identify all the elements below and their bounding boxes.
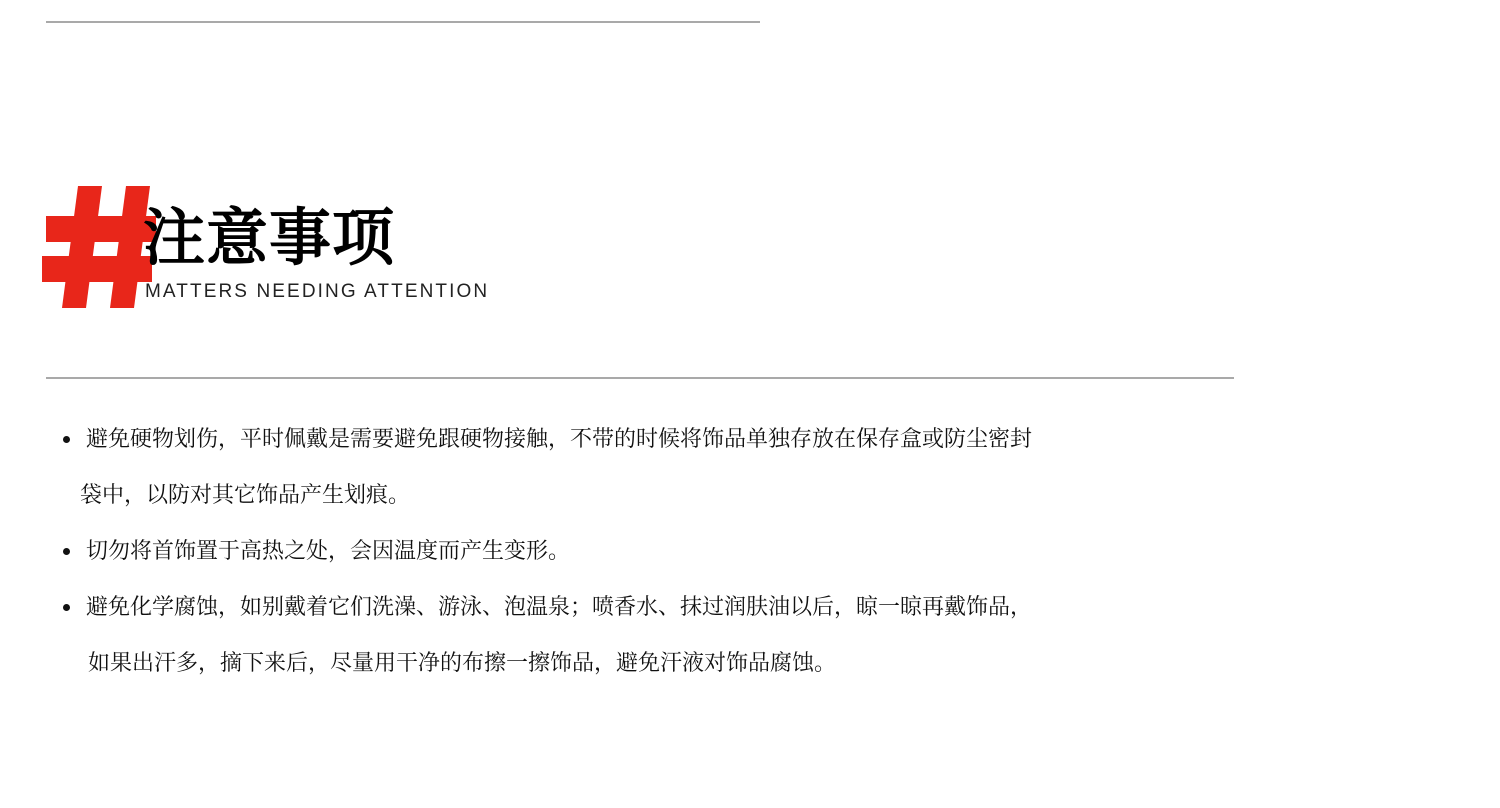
section-divider <box>46 377 1234 379</box>
note-text: 避免硬物划伤，平时佩戴是需要避免跟硬物接触，不带的时候将饰品单独存放在保存盒或防尘密封 <box>86 427 1033 452</box>
bullet-icon <box>63 436 70 443</box>
top-divider <box>46 21 760 23</box>
bullet-icon <box>63 548 70 555</box>
list-item <box>60 580 1220 692</box>
note-text: 如果出汗多，摘下来后，尽量用干净的布擦一擦饰品，避免汗液对饰品腐蚀。 <box>88 651 837 676</box>
bullet-icon <box>63 604 70 611</box>
note-text: 避免化学腐蚀，如别戴着它们洗澡、游泳、泡温泉；喷香水、抹过润肤油以后，晾一晾再戴饰品， <box>86 595 1033 620</box>
note-text: 袋中，以防对其它饰品产生划痕。 <box>80 483 411 508</box>
list-item <box>60 412 1220 524</box>
page-title: 注意事项 <box>143 201 396 274</box>
note-text: 切勿将首饰置于高热之处，会因温度而产生变形。 <box>86 539 571 564</box>
notes-list <box>60 412 1220 692</box>
list-item <box>60 524 1220 580</box>
page-subtitle: MATTERS NEEDING ATTENTION <box>145 281 490 302</box>
